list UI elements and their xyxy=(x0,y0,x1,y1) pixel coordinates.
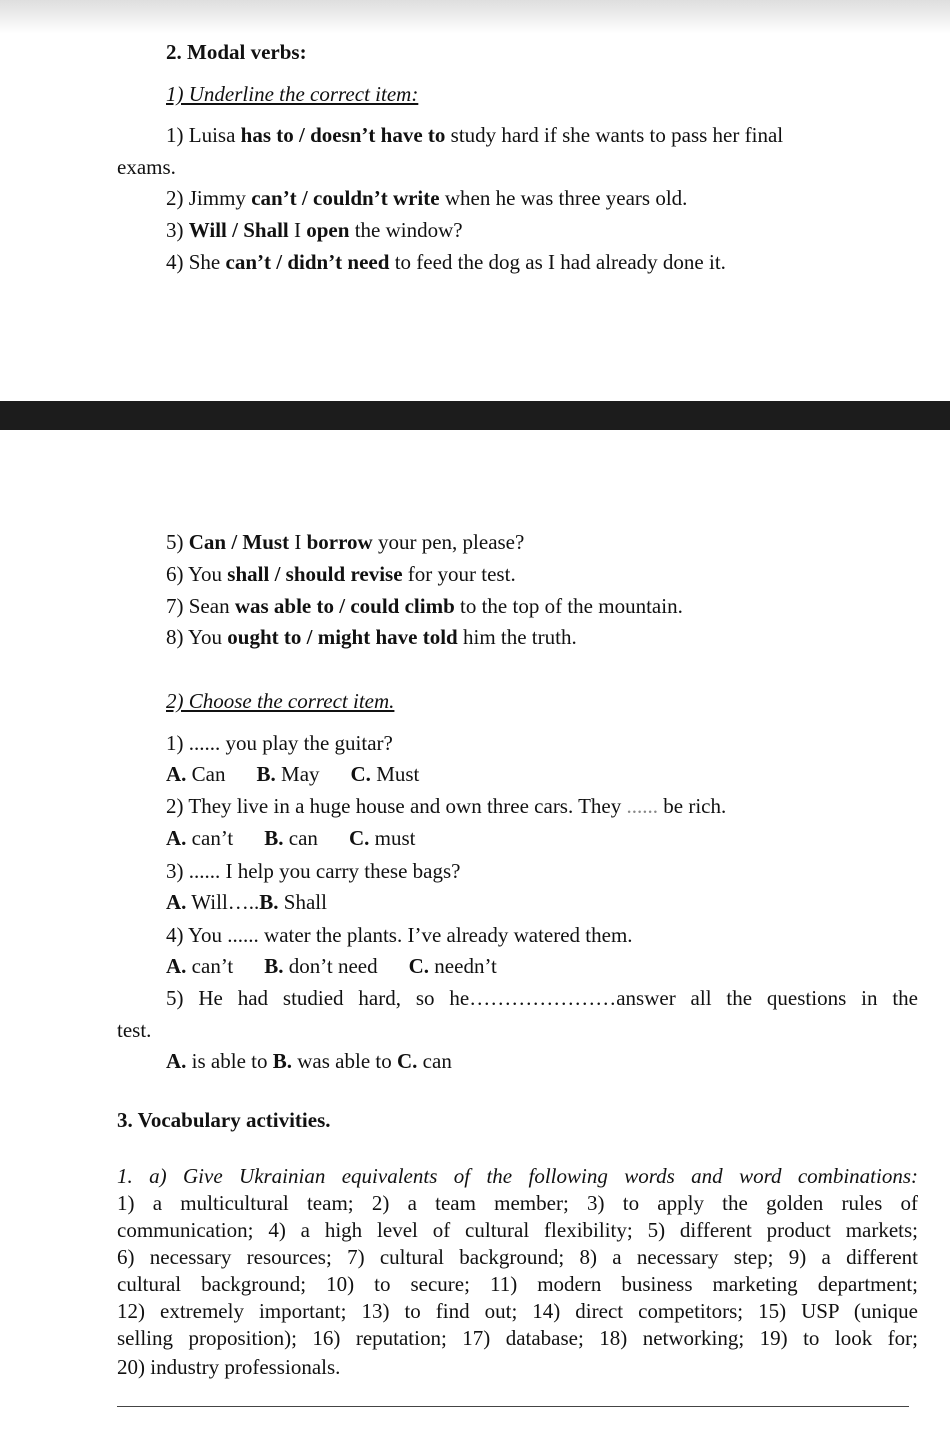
task2-question-5-options: A. is able to B. was able to C. can xyxy=(166,1049,452,1073)
task2-question-1-options: A. Can B. May C. Must xyxy=(166,762,420,786)
task2-question-4: 4) You ...... water the plants. I’ve already watered them. xyxy=(166,923,633,947)
task1-item-8: 8) You ought to / might have told him the truth. xyxy=(166,625,577,649)
task2-question-2: 2) They live in a huge house and own three cars. They ...... be rich. xyxy=(166,794,727,818)
vocab-task-heading: 1. a) Give Ukrainian equivalents of the following words and word combinations: xyxy=(117,1164,918,1188)
answer-line xyxy=(117,1406,909,1407)
vocab-line-5: 12) extremely important; 13) to find out; 14) direct competitors; 15) USP (unique xyxy=(117,1299,918,1323)
task1-heading: 1) Underline the correct item: xyxy=(166,82,419,106)
page-break-band xyxy=(0,401,950,430)
task2-question-1: 1) ...... you play the guitar? xyxy=(166,731,393,755)
task1-item-7: 7) Sean was able to / could climb to the top of the mountain. xyxy=(166,594,683,618)
section-title-modal-verbs: 2. Modal verbs: xyxy=(166,40,307,64)
vocab-line-1: 1) a multicultural team; 2) a team member; 3) to apply the golden rules of xyxy=(117,1191,918,1215)
task1-item-3: 3) Will / Shall I open the window? xyxy=(166,218,463,242)
task2-heading: 2) Choose the correct item. xyxy=(166,689,395,713)
vocab-line-4: cultural background; 10) to secure; 11) modern business marketing department; xyxy=(117,1272,918,1296)
task2-question-3-options: A. Will…..B. Shall xyxy=(166,890,327,914)
task1-item-5: 5) Can / Must I borrow your pen, please? xyxy=(166,530,525,554)
task2-question-2-options: A. can’t B. can C. must xyxy=(166,826,416,850)
vocab-line-3: 6) necessary resources; 7) cultural background; 8) a necessary step; 9) a different xyxy=(117,1245,918,1269)
section-title-vocabulary: 3. Vocabulary activities. xyxy=(117,1108,331,1132)
task1-item-2: 2) Jimmy can’t / couldn’t write when he was three years old. xyxy=(166,186,688,210)
task2-question-3: 3) ...... I help you carry these bags? xyxy=(166,859,461,883)
task2-question-5: 5) He had studied hard, so he…………………answer all the questions in the xyxy=(166,986,918,1010)
task2-question-4-options: A. can’t B. don’t need C. needn’t xyxy=(166,954,497,978)
vocab-line-6: selling proposition); 16) reputation; 17) database; 18) networking; 19) to look for; xyxy=(117,1326,918,1350)
task1-item-1-continued: exams. xyxy=(117,155,176,179)
vocab-line-2: communication; 4) a high level of cultural flexibility; 5) different product markets; xyxy=(117,1218,918,1242)
vocab-line-7: 20) industry professionals. xyxy=(117,1355,341,1379)
top-shadow xyxy=(0,0,950,34)
task2-question-5-continued: test. xyxy=(117,1018,152,1042)
task1-item-1: 1) Luisa has to / doesn’t have to study hard if she wants to pass her final xyxy=(166,123,784,147)
task1-item-4: 4) She can’t / didn’t need to feed the dog as I had already done it. xyxy=(166,250,726,274)
task1-item-6: 6) You shall / should revise for your test. xyxy=(166,562,516,586)
